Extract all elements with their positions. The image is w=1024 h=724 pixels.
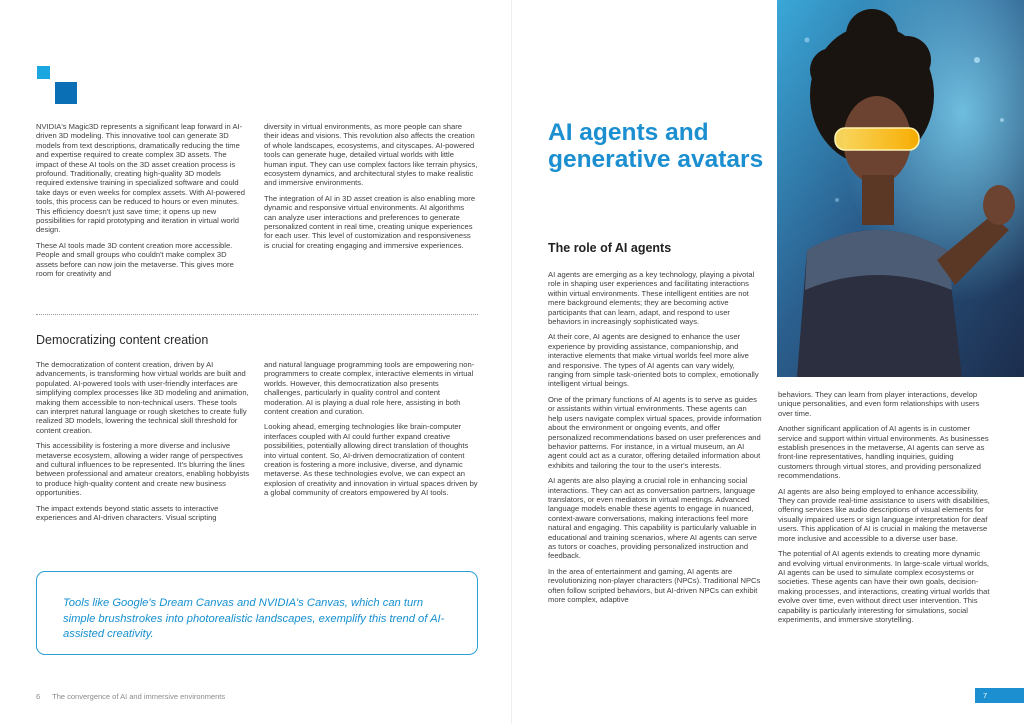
chapter-subtitle: The role of AI agents xyxy=(548,241,672,255)
pull-quote-box xyxy=(36,571,478,655)
paragraph: diversity in virtual environments, as more people can share their ideas and visions. This revolution also affects the creation of whole landscapes, ecosystems, and cityscapes. AI-powered tools can generate huge, detailed virtual worlds with little human input. They can use complex factors like terrain physics, ecosystem dynamics, and architectural styles to make realistic and immersive environments. xyxy=(264,122,478,188)
paragraph: These AI tools made 3D content creation more accessible. People and small groups who couldn't make complex 3D assets before can now join the metaverse. This gives more room for creativity and xyxy=(36,240,234,279)
paragraph: The integration of AI in 3D asset creation is also enabling more dynamic and responsive virtual environments. AI algorithms can analyze user interactions and preferences to generate personalized content in real time, creating unique experiences for each user. This level of customization and responsiveness is crucial for creating engaging and immersive experiences. xyxy=(264,193,476,250)
hero-illustration xyxy=(777,0,1024,377)
left-page-number: 6 xyxy=(36,692,41,701)
pull-quote-text: Tools like Google's Dream Canvas and NVIDIA's Canvas, which can turn simple brushstrokes into photorealistic landscapes, exemplify this trend of AI-assisted creativity. xyxy=(63,597,445,640)
page-divider xyxy=(511,0,512,724)
ai-agents-column-1 xyxy=(548,270,762,610)
left-page-footer xyxy=(36,692,225,701)
paragraph: Looking ahead, emerging technologies like brain-computer interfaces coupled with AI could further expand creative possibilities, potentially allowing direct translation of thoughts into virtual content. So, AI-driven democratization of content creation is fostering a more inclusive, diverse, and dynamic metaverse. As these technologies evolve, we can expect an explosion of creativity and innovation in virtual spaces driven by a global community of creators empowered by AI tools. xyxy=(264,422,478,498)
paragraph: One of the primary functions of AI agents is to serve as guides or assistants within virtual environments. These agents can help users navigate complex virtual spaces, provide information about the environment or ongoing events, and offer personalized recommendations based on user preferences and behavior patterns. For instance, in a virtual museum, an AI agent could act as a curator, offering detailed information about exhibits and tailoring the tour to the user's interests. xyxy=(548,394,762,470)
paragraph: NVIDIA's Magic3D represents a significant leap forward in AI-driven 3D modeling. This innovative tool can generate 3D models from text descriptions, dramatically reducing the time and expertise required to create complex 3D assets. The impact of these AI tools on the 3D asset creation process is profound. Traditionally, creating high-quality 3D models required extensive training in specialized software and could take days or even weeks for complex assets. With AI-powered tools, this process can be reduced to hours or even minutes. This efficiency doesn't just save time; it opens up new possibilities for rapid prototyping and iteration in virtual world design. xyxy=(36,122,245,235)
democratizing-column-1 xyxy=(36,360,250,529)
intro-column-2 xyxy=(264,122,478,256)
dotted-separator xyxy=(36,314,478,315)
paragraph: AI agents are also playing a crucial role in enhancing social interactions. They can act as conversation partners, language translators, or even mediators in virtual meetings. Advanced language models enable these agents to engage in nuanced, context-aware conversations, making interactions feel more natural and engaging. This capability is particularly valuable in educational and training scenarios, where AI agents can serve as tutors or coaches, providing personalized instruction and feedback. xyxy=(548,476,757,561)
paragraph: and natural language programming tools are empowering non-programmers to create complex, interactive elements in virtual worlds. However, this democratization also presents challenges, particularly in quality control and content moderation. AI is playing a dual role here, assisting in both content creation and curation. xyxy=(264,360,475,417)
democratizing-column-2 xyxy=(264,360,478,504)
paragraph: The impact extends beyond static assets to interactive experiences and AI-driven characters. Visual scripting xyxy=(36,503,219,523)
chapter-title: AI agents and generative avatars xyxy=(548,119,764,173)
decorative-square-dark xyxy=(55,82,77,104)
paragraph: In the area of entertainment and gaming, AI agents are revolutionizing non-player characters (NPCs). Traditional NPCs often follow scripted behaviors, but AI-driven NPCs can exhibit more complex, adaptive xyxy=(548,566,761,604)
paragraph: The potential of AI agents extends to creating more dynamic and evolving virtual environments. In large-scale virtual worlds, AI agents can be used to simulate complex ecosystems or societies. These agents can have their own goals, decision-making processes, and interactions, creating virtual worlds that evolve over time, even without direct user intervention. This capability is particularly interesting for simulations, social experiments, and immersive storytelling. xyxy=(778,549,990,624)
paragraph: AI agents are emerging as a key technology, playing a pivotal role in shaping user experiences and facilitating interactions within virtual environments. These intelligent entities are not mere background elements; they are becoming active participants that can learn, adapt, and respond to user behaviors in increasingly sophisticated ways. xyxy=(548,270,755,327)
running-footer-title: The convergence of AI and immersive environments xyxy=(52,692,226,701)
paragraph: AI agents are also being employed to enhance accessibility. They can provide real-time assistance to users with disabilities, offering services like audio descriptions of visual elements for visually impaired users or sign language interpretation for deaf users. This application of AI is crucial in making the metaverse more inclusive and accessible to a diverse user base. xyxy=(778,486,990,543)
right-page-number: 7 xyxy=(983,691,988,700)
ai-agents-column-2 xyxy=(778,390,990,630)
section-heading: Democratizing content creation xyxy=(36,333,209,347)
decorative-square-light xyxy=(37,66,50,79)
hero-photo xyxy=(777,0,1024,377)
paragraph: behaviors. They can learn from player interactions, develop unique personalities, and even form relationships with users over time. xyxy=(778,390,980,418)
intro-column-1 xyxy=(36,122,250,285)
right-page-number-tab xyxy=(975,688,1024,703)
paragraph: The democratization of content creation, driven by AI advancements, is transforming how virtual worlds are built and populated. AI-powered tools with user-friendly interfaces are simplifying complex processes like 3D modeling and animation, making them accessible to non-technical users. These tools can interpret natural language or rough sketches to create fully realized 3D models, lowering the technical skill threshold for content creation. xyxy=(36,360,249,435)
paragraph: At their core, AI agents are designed to enhance the user experience by providing assistance, companionship, and interactive elements that make virtual worlds feel more alive and responsive. The types of AI agents can vary widely, ranging from simple task-oriented bots to complex, emotionally intelligent virtual beings. xyxy=(548,332,759,389)
paragraph: Another significant application of AI agents is in customer service and support within virtual environments. As businesses establish presences in the metaverse, AI agents can serve as front-line representatives, handling inquiries, guiding customers through virtual stores, and providing personalized recommendations. xyxy=(778,424,989,481)
paragraph: This accessibility is fostering a more diverse and inclusive metaverse ecosystem, allowing a wider range of perspectives and cultural influences to be represented. It's blurring the lines between professional and amateur creators, enabling hobbyists to produce high-quality content and create new business opportunities. xyxy=(36,441,250,498)
